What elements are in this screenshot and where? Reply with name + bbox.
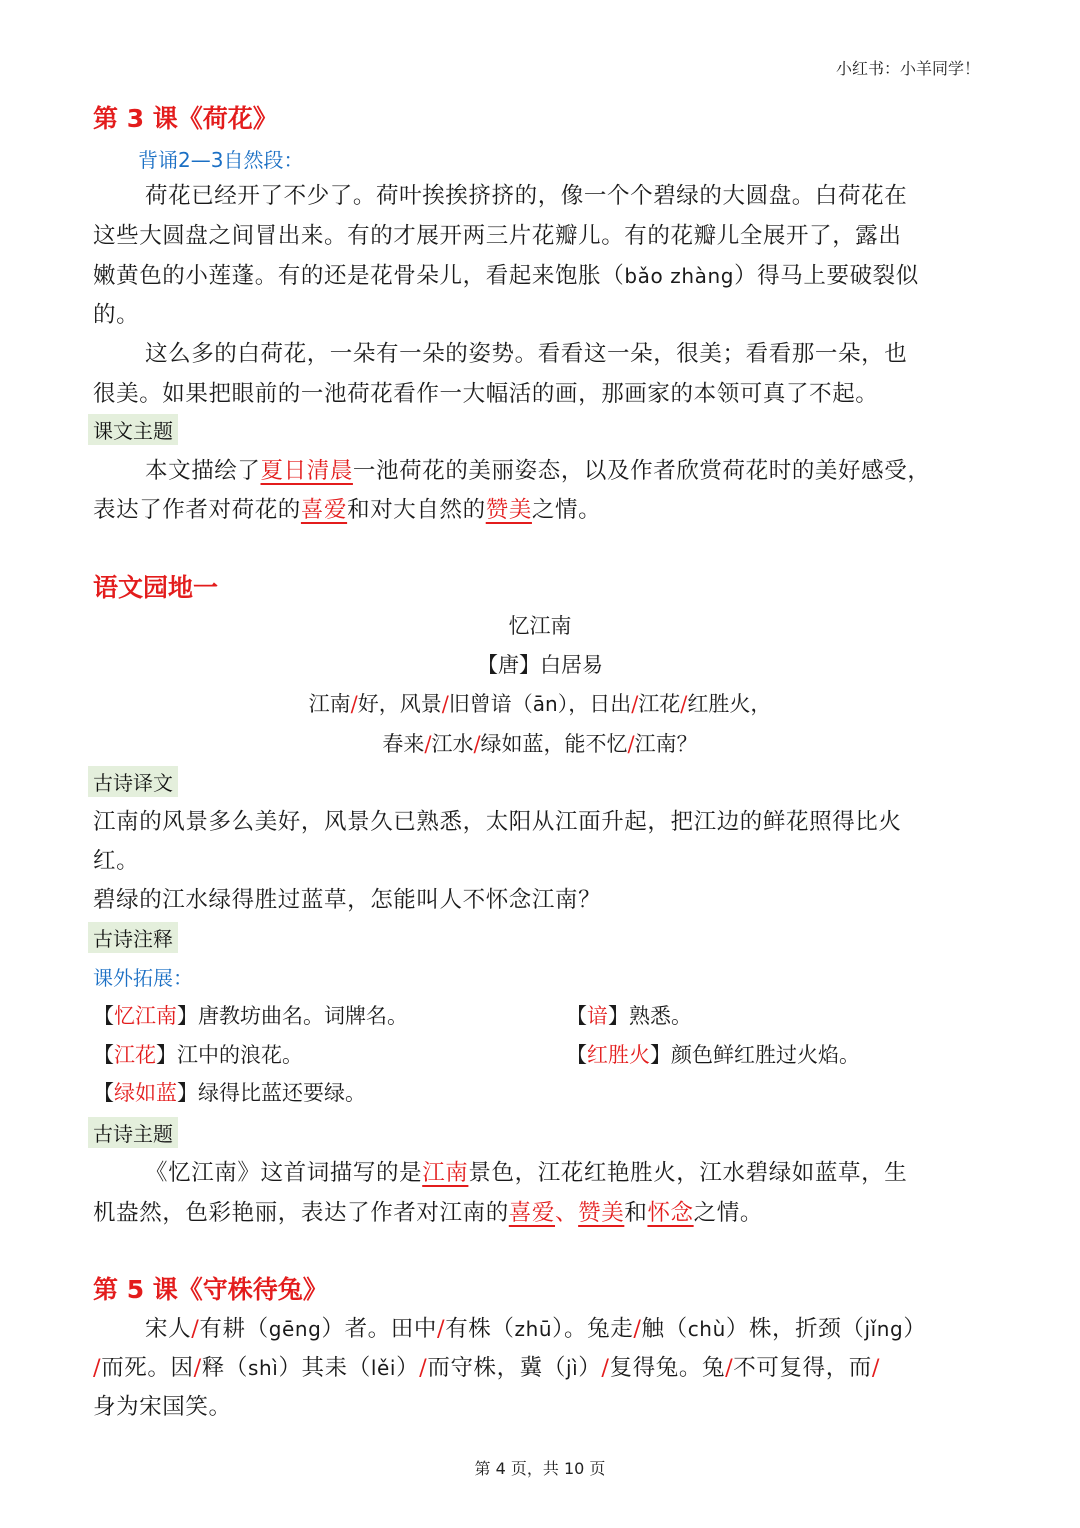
poem-translation-tag: 古诗译文 <box>88 766 178 797</box>
lesson3-p1-line3: 嫩黄色的小莲蓬。有的还是花骨朵儿，看起来饱胀（bǎo zhàng）得马上要破裂似 <box>93 263 919 289</box>
keyword: 喜爱 <box>508 1200 556 1226</box>
keyword: 江南 <box>422 1160 469 1186</box>
lesson3-theme-line1: 本文描绘了夏日清晨一池荷花的美丽姿态，以及作者欣赏荷花时的美好感受， <box>145 458 931 484</box>
lesson3-p1-line1: 荷花已经开了不少了。荷叶挨挨挤挤的，像一个个碧绿的大圆盘。白荷花在 <box>145 183 908 209</box>
keyword: 夏日清晨 <box>260 458 353 484</box>
extend-label: 课外拓展： <box>93 966 193 990</box>
lesson5-line2: /而死。因/释（shì）其耒（lěi）/而守株，冀（jì）/复得兔。兔/不可复得，而/ <box>93 1355 881 1381</box>
keyword: 赞美 <box>578 1200 625 1226</box>
note-item: 【忆江南】唐教坊曲名。词牌名。 <box>93 1004 408 1028</box>
lesson5-line1: 宋人/有耕（gēng）者。田中/有株（zhū）。兔走/触（chù）株，折颈（jǐng） <box>145 1316 927 1342</box>
poem-notes-tag: 古诗注释 <box>88 922 178 953</box>
garden-title: 语文园地一 <box>93 573 219 602</box>
keyword: 喜爱 <box>300 497 348 523</box>
poem-theme-line2: 机盎然，色彩艳丽，表达了作者对江南的喜爱、赞美和怀念之情。 <box>93 1200 763 1226</box>
note-item: 【绿如蓝】绿得比蓝还要绿。 <box>93 1081 366 1105</box>
lesson3-p2-line1: 这么多的白荷花，一朵有一朵的姿势。看看这一朵，很美；看看那一朵，也 <box>145 341 908 367</box>
lesson3-title: 第 3 课《荷花》 <box>93 104 278 133</box>
note-item: 【红胜火】颜色鲜红胜过火焰。 <box>566 1043 860 1067</box>
lesson5-title: 第 5 课《守株待兔》 <box>93 1275 328 1304</box>
poem-line2: 春来/江水/绿如蓝，能不忆/江南？ <box>382 732 698 756</box>
header-tag: 小红书：小羊同学！ <box>835 59 980 78</box>
poem-theme-line1: 《忆江南》这首词描写的是江南景色，江花红艳胜火，江水碧绿如蓝草，生 <box>145 1160 908 1186</box>
lesson3-p1-line2: 这些大圆盘之间冒出来。有的才展开两三片花瓣儿。有的花瓣儿全展开了，露出 <box>93 223 902 249</box>
recite-label: 背诵2—3自然段： <box>138 148 304 172</box>
poem-line1: 江南/好，风景/旧曾谙（ān），日出/江花/红胜火， <box>308 692 772 716</box>
keyword: 怀念 <box>647 1200 694 1226</box>
page-number: 第 4 页，共 10 页 <box>474 1459 606 1478</box>
poem-title: 忆江南 <box>508 614 572 638</box>
lesson5-line3: 身为宋国笑。 <box>93 1394 232 1420</box>
translation-line2: 红。 <box>93 848 140 874</box>
lesson3-p1-line4: 的。 <box>93 302 140 328</box>
note-item: 【谙】熟悉。 <box>566 1004 692 1028</box>
pinyin: bǎo zhàng <box>624 264 735 288</box>
translation-line1: 江南的风景多么美好，风景久已熟悉，太阳从江面升起，把江边的鲜花照得比火 <box>93 809 902 835</box>
lesson3-theme-tag: 课文主题 <box>88 414 178 445</box>
keyword: 赞美 <box>485 497 532 523</box>
poem-author: 【唐】白居易 <box>477 653 603 677</box>
translation-line3: 碧绿的江水绿得胜过蓝草，怎能叫人不怀念江南？ <box>93 887 602 913</box>
lesson3-p2-line2: 很美。如果把眼前的一池荷花看作一大幅活的画，那画家的本领可真了不起。 <box>93 381 879 407</box>
poem-theme-tag: 古诗主题 <box>88 1117 178 1148</box>
lesson3-theme-line2: 表达了作者对荷花的喜爱和对大自然的赞美之情。 <box>93 497 602 523</box>
note-item: 【江花】江中的浪花。 <box>93 1043 303 1067</box>
